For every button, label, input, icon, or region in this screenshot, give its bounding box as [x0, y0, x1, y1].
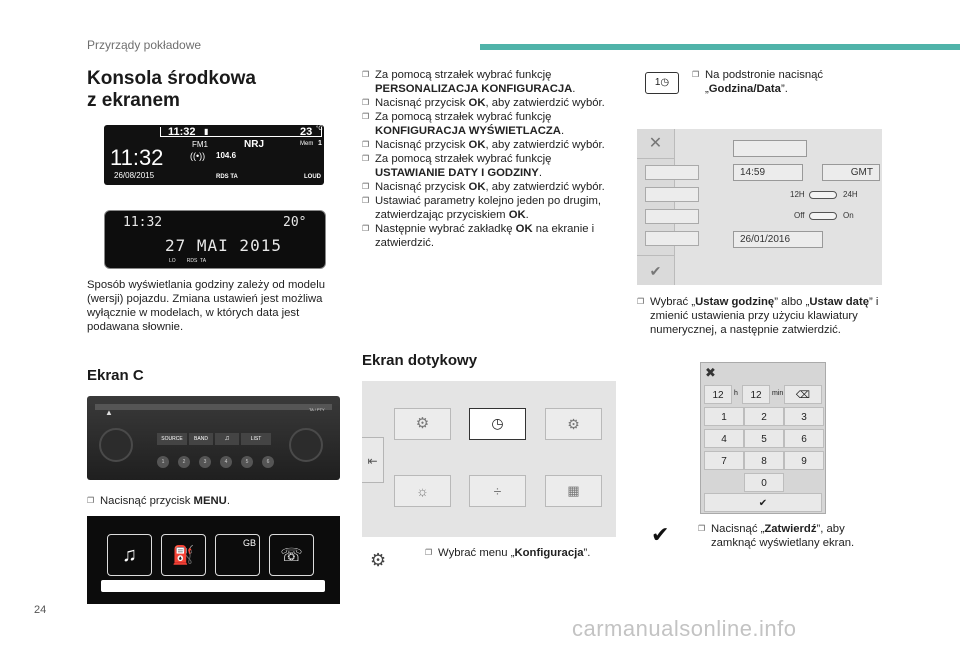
minute-label: min: [772, 390, 784, 397]
radio-source-button: SOURCE: [157, 433, 187, 445]
radio-ta-label: TA / PTY: [309, 407, 325, 412]
intro-paragraph: Sposób wyświetlania godziny zależy od modelu (wersji) pojazdu. Zmiana ustawień jest możliwa wyłącznie w modelach, w których data jest podawana słownie.: [87, 279, 325, 333]
clock-date-icon: 1◷: [645, 72, 679, 94]
sync-toggle[interactable]: [809, 212, 837, 220]
display-radio-screen: [104, 125, 324, 185]
close-icon[interactable]: ✖: [705, 365, 716, 380]
display1-date: 26/08/2015: [114, 171, 155, 180]
time-field[interactable]: 14:59: [733, 164, 803, 181]
header-accent-bar: [480, 44, 960, 50]
preset-key: 6: [262, 456, 274, 468]
phone-icon: ☏: [269, 534, 314, 576]
key-1[interactable]: 1: [704, 407, 744, 426]
radio-signal-icon: ((•)): [190, 151, 206, 161]
godzina-instruction: ❐ Na podstronie nacisnąć „Godzina/Data”.: [692, 68, 882, 96]
calculator-icon[interactable]: ÷: [469, 475, 526, 507]
key-6[interactable]: 6: [784, 429, 824, 448]
preset-key: 1: [157, 456, 169, 468]
key-9[interactable]: 9: [784, 451, 824, 470]
display1-time-big: 11:32: [110, 145, 164, 170]
zatwierdz-instruction: ❐ Nacisnąć „Zatwierdź”, aby zamknąć wyświetlany ekran.: [698, 522, 878, 550]
close-icon[interactable]: ✕: [637, 129, 674, 159]
watermark: carmanualsonline.info: [572, 616, 797, 641]
confirm-check-icon[interactable]: ✔: [637, 255, 674, 285]
calendar-icon[interactable]: ▦: [545, 475, 602, 507]
key-4[interactable]: 4: [704, 429, 744, 448]
hour-field[interactable]: 12: [704, 385, 732, 404]
menu-instruction: ❐ Nacisnąć przycisk MENU.: [87, 494, 342, 508]
label-off: Off: [794, 211, 805, 220]
display1-mem: Mem: [300, 141, 314, 147]
minute-field[interactable]: 12: [742, 385, 770, 404]
step-item: ❐ Ustawiać parametry kolejno jeden po drugim, zatwierdzając przyciskiem OK.: [362, 194, 617, 222]
confirm-check-icon[interactable]: ✔: [704, 493, 822, 512]
display1-temp: 23: [300, 126, 313, 138]
page-number: 24: [34, 604, 47, 616]
gmt-button[interactable]: GMT: [822, 164, 880, 181]
display2-temp: 20°: [283, 215, 307, 230]
time-settings-screen: [637, 129, 882, 285]
step-item: ❐ Następnie wybrać zakładkę OK na ekranie i zatwierdzić.: [362, 222, 617, 250]
media-icon: ♫: [107, 534, 152, 576]
display-brightness-icon[interactable]: ☼: [394, 475, 451, 507]
preset-key: 3: [199, 456, 211, 468]
key-8[interactable]: 8: [744, 451, 784, 470]
step-item: ❐ Nacisnąć przycisk OK, aby zatwierdzić wybór.: [362, 180, 617, 194]
steps-list: [362, 68, 617, 250]
nav-dial: [289, 428, 323, 462]
display1-temp-unit: °C: [316, 126, 323, 132]
step-item: ❐ Nacisnąć przycisk OK, aby zatwierdzić wybór.: [362, 96, 617, 110]
display2-time: 11:32: [123, 215, 163, 230]
clock-settings-icon[interactable]: ◷: [469, 408, 526, 440]
touch-screen-menu: [362, 381, 616, 537]
settings-row[interactable]: [645, 209, 699, 224]
step-item: ❐ Nacisnąć przycisk OK, aby zatwierdzić wybór.: [362, 138, 617, 152]
backspace-icon[interactable]: ⌫: [784, 385, 822, 404]
fuel-icon: ⛽: [161, 534, 206, 576]
hour-label: h: [734, 390, 738, 397]
settings-row[interactable]: [645, 231, 699, 246]
preset-key: 4: [220, 456, 232, 468]
heading-ekran-dotykowy: Ekran dotykowy: [362, 352, 478, 369]
gear-icon[interactable]: ⚙: [394, 408, 451, 440]
label-12h: 12H: [790, 190, 805, 199]
page-title: Konsola środkowa z ekranem: [87, 68, 256, 111]
configuration-gear-icon: ⚙: [370, 550, 387, 570]
display1-loud: LOUD: [304, 174, 321, 180]
eject-icon: ▲: [105, 408, 113, 417]
key-2[interactable]: 2: [744, 407, 784, 426]
display1-freq: 104.6: [216, 151, 237, 160]
display1-time-small: 11:32: [168, 126, 196, 138]
menu-selection-bar: [101, 580, 325, 592]
key-5[interactable]: 5: [744, 429, 784, 448]
heading-ekran-c: Ekran C: [87, 367, 144, 384]
key-3[interactable]: 3: [784, 407, 824, 426]
key-7[interactable]: 7: [704, 451, 744, 470]
preset-keys: [157, 456, 274, 468]
settings-gb-icon: GB: [215, 534, 260, 576]
display1-band: FM1: [192, 140, 208, 149]
language-gear-icon[interactable]: ⚙: [545, 408, 602, 440]
music-note-icon: ♫: [215, 433, 239, 445]
ustaw-instruction: ❐ Wybrać „Ustaw godzinę” albo „Ustaw datę” i zmienić ustawienia przy użyciu klawiatury numerycznej, a następnie zatwierdzić.: [637, 295, 882, 337]
format-toggle[interactable]: [809, 191, 837, 199]
settings-blank-field[interactable]: [733, 140, 807, 157]
exit-icon[interactable]: ⇤: [362, 437, 384, 483]
radio-panel-image: [87, 396, 340, 480]
display2-date: 27 MAI 2015: [165, 236, 282, 255]
step-item: ❐ Za pomocą strzałek wybrać funkcję KONFIGURACJA WYŚWIETLACZA.: [362, 110, 617, 138]
menu-screen-image: [87, 516, 340, 604]
preset-key: 2: [178, 456, 190, 468]
step-item: ❐ Za pomocą strzałek wybrać funkcję PERSONALIZACJA KONFIGURACJA.: [362, 68, 617, 96]
label-on: On: [843, 211, 854, 220]
confirm-check-icon: ✔: [651, 522, 670, 547]
radio-band-button: BAND: [189, 433, 213, 445]
radio-list-button: LIST: [241, 433, 271, 445]
key-0[interactable]: 0: [744, 473, 784, 492]
battery-icon: ▮: [204, 127, 209, 136]
numeric-keypad: [700, 362, 826, 514]
settings-row[interactable]: [645, 165, 699, 180]
config-instruction: ❐ Wybrać menu „Konfiguracja”.: [425, 546, 625, 560]
preset-key: 5: [241, 456, 253, 468]
display-segment-screen: [104, 210, 326, 269]
display1-mem-num: 1: [318, 140, 322, 147]
display2-flags: LO RDS TA: [169, 258, 207, 264]
display1-station: NRJ: [244, 139, 265, 150]
display1-rds: RDS TA: [216, 174, 238, 180]
settings-row[interactable]: [645, 187, 699, 202]
label-24h: 24H: [843, 190, 858, 199]
volume-knob: [99, 428, 133, 462]
section-title: Przyrządy pokładowe: [87, 38, 202, 52]
date-field[interactable]: 26/01/2016: [733, 231, 823, 248]
step-item: ❐ Za pomocą strzałek wybrać funkcję USTAWIANIE DATY I GODZINY.: [362, 152, 617, 180]
